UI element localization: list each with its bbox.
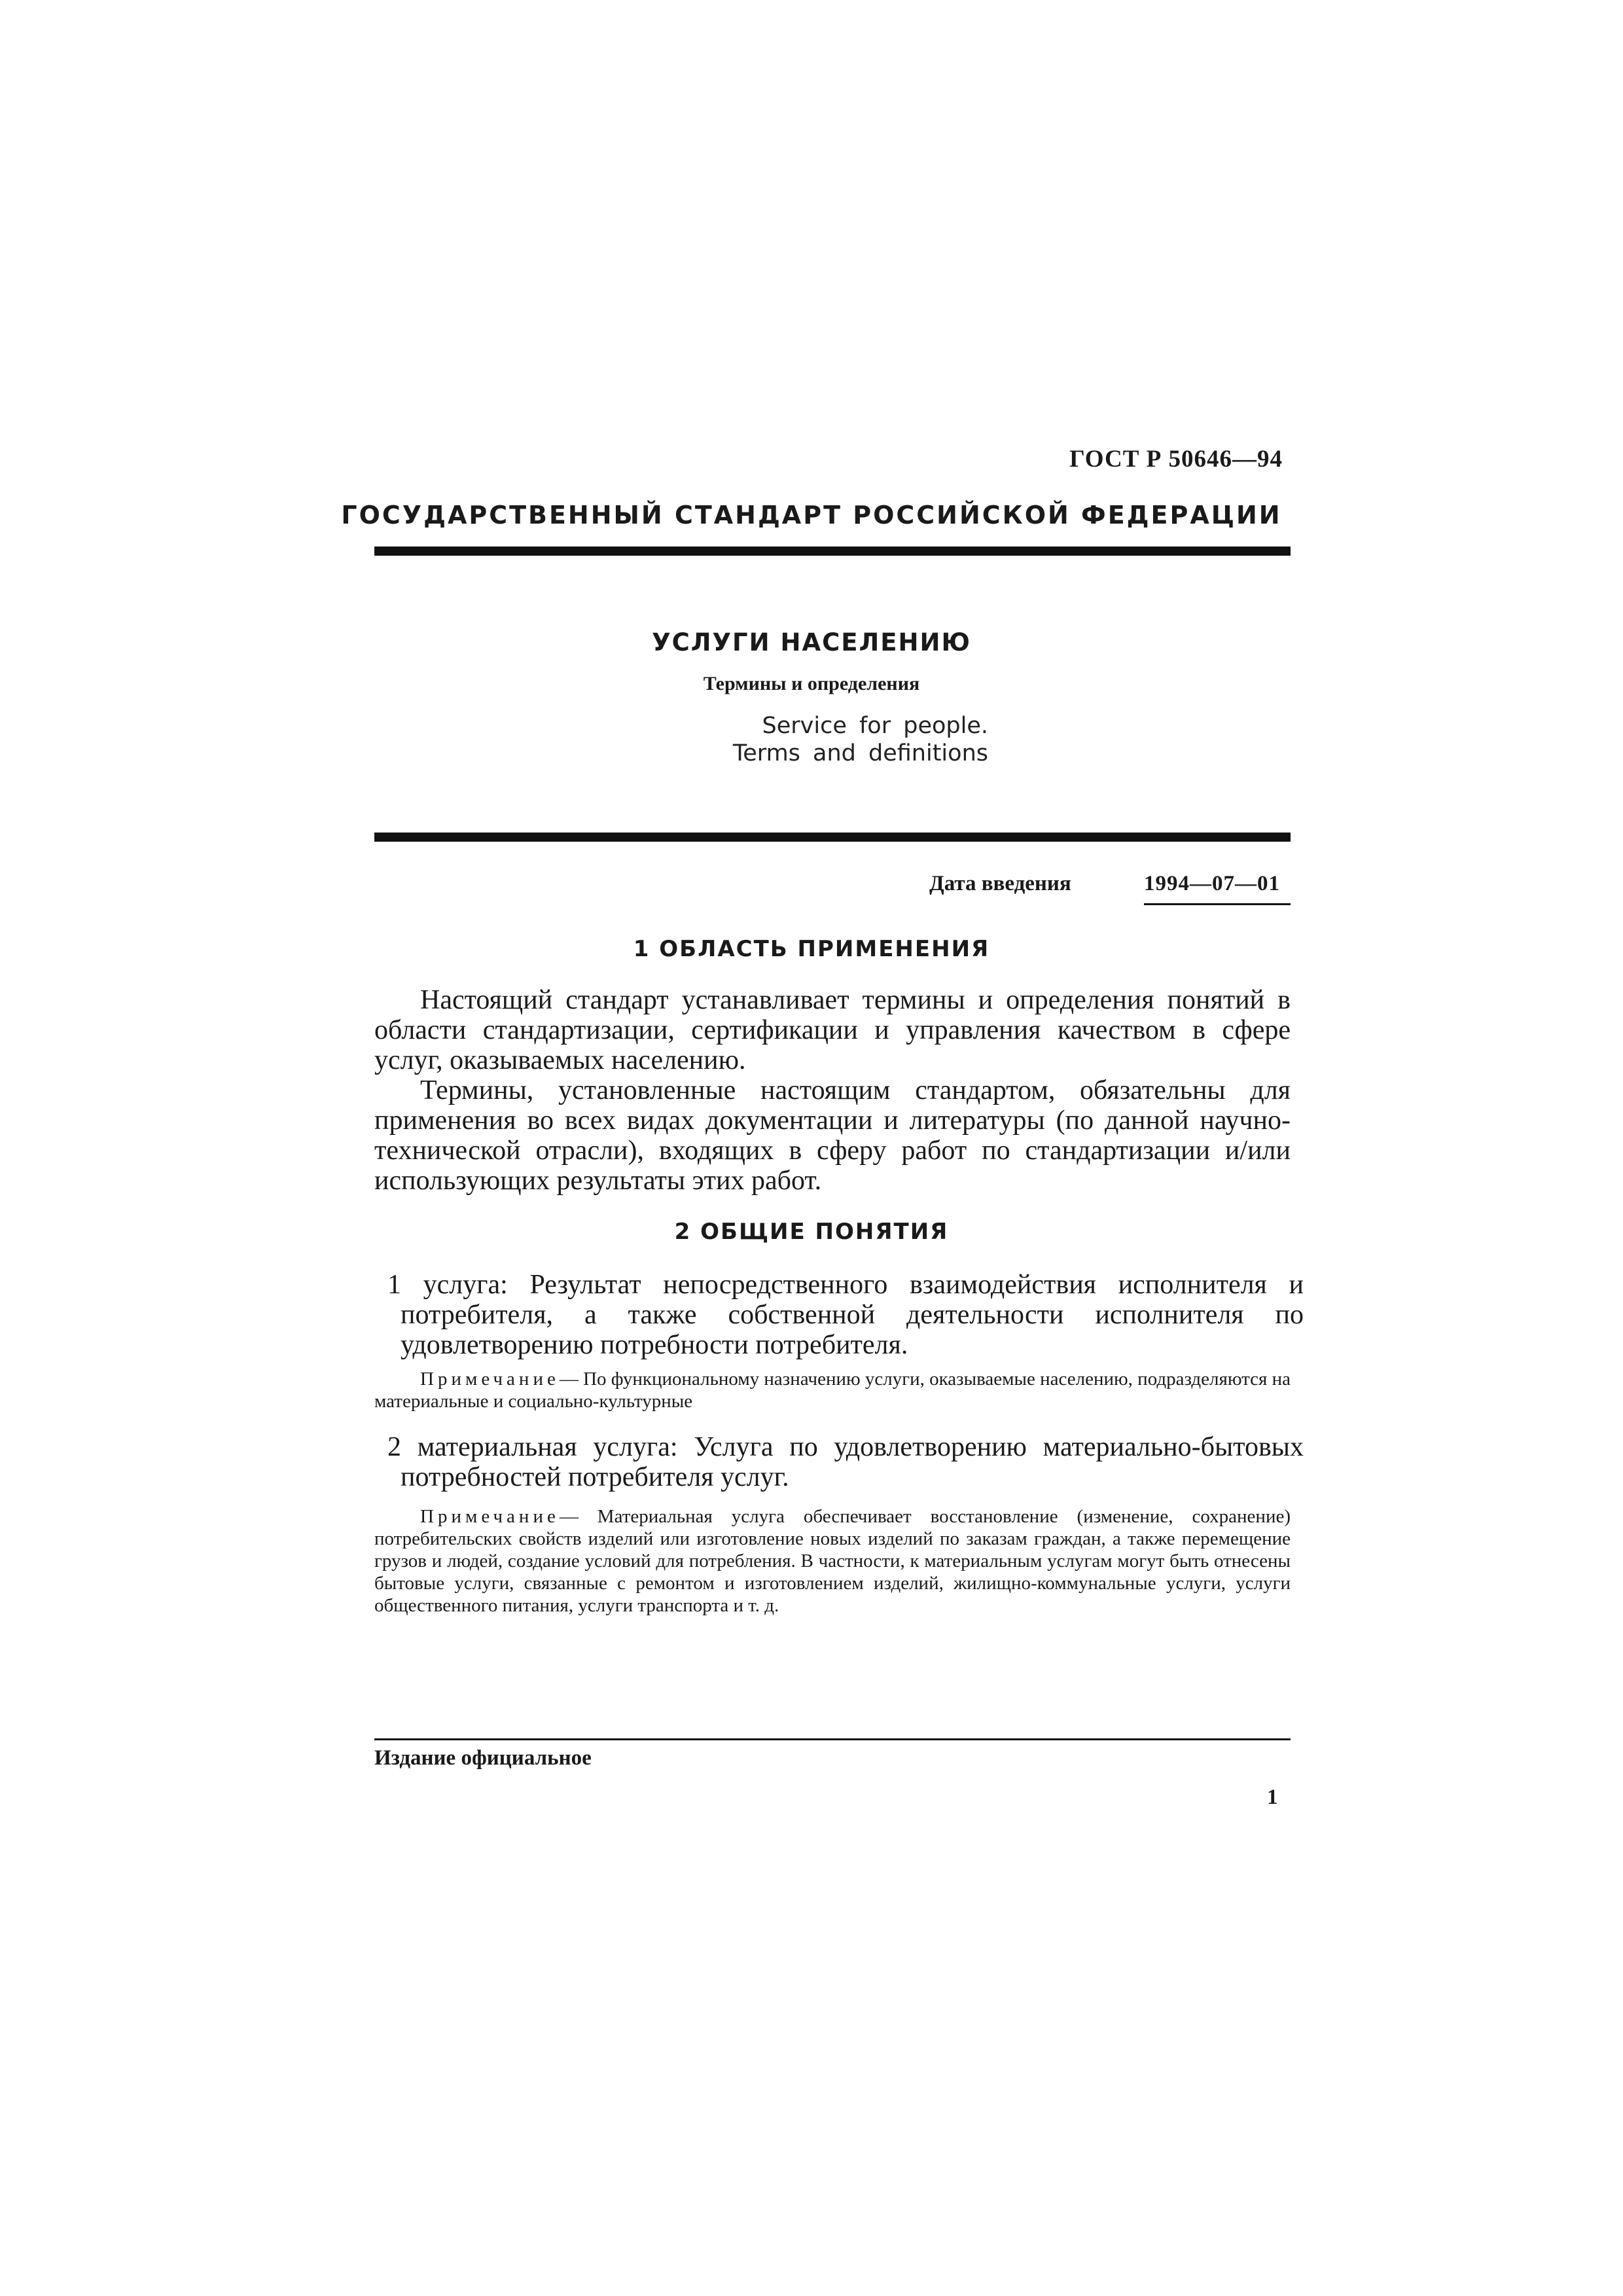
section1-paragraph2 [374,1075,1291,1196]
introduction-date: 1994—07—01 [1144,872,1280,895]
note-text: — Материальная услуга обеспечивает восстановление (изменение, сохранение) потребительских свойств изделий или изготовление новых изделий по заказам граждан, а также перемещение грузов и людей, создание условий для потребления. В частности, к материальным услугам могут быть отнесены бытовые услуги, связанные с ремонтом и изготовлением изделий, жилищно-коммунальные услуги, услуги общественного питания, услуги транспорта и т. д. [374,1506,1291,1616]
title-rule [374,833,1291,842]
page-number: 1 [1267,1785,1278,1809]
term-entry-2 [374,1432,1304,1492]
term-definition: Результат непосредственного взаимодействия исполнителя и потребителя, а также собственной деятельности исполнителя по удовлетворению потребности потребителя. [401,1270,1304,1360]
term-note-1 [374,1368,1291,1412]
term-name: услуга: [423,1270,508,1300]
term-entry-1 [374,1270,1304,1360]
term-name: материальная услуга: [417,1432,678,1462]
english-title-line1: Service for people. [762,713,988,739]
section1-paragraph1 [374,985,1291,1075]
english-title [726,712,988,767]
note-label: Примечание [420,1369,560,1390]
note-label: Примечание [420,1506,560,1527]
term-number: 1 [387,1270,401,1300]
introduction-label: Дата введения [929,872,1071,895]
document-title: УСЛУГИ НАСЕЛЕНИЮ [652,628,971,656]
date-underline [1144,903,1291,905]
header-rule [374,547,1291,556]
paragraph-text: Термины, установленные настоящим стандартом, обязательны для применения во всех видах документации и литературы (по данной научно-технической отрасли), входящих в сферу работ по стандартизации и/или использующих результаты этих работ. [374,1075,1291,1196]
edition-label: Издание официальное [374,1746,592,1770]
standard-header: ГОСУДАРСТВЕННЫЙ СТАНДАРТ РОССИЙСКОЙ ФЕДЕРАЦИИ [341,501,1282,529]
term-note-2 [374,1505,1291,1617]
english-title-line2: Terms and definitions [732,740,988,766]
section1-heading: 1 ОБЛАСТЬ ПРИМЕНЕНИЯ [633,936,990,962]
document-code: ГОСТ Р 50646—94 [1069,446,1283,473]
footer-rule [374,1738,1291,1740]
term-number: 2 [387,1432,401,1462]
note-text: — По функциональному назначению услуги, оказываемые населению, подразделяются на материальные и социально-культурные [374,1369,1291,1412]
section2-heading: 2 ОБЩИЕ ПОНЯТИЯ [674,1219,949,1245]
document-subtitle: Термины и определения [703,673,920,694]
term-definition: Услуга по удовлетворению материально-бытовых потребностей потребителя услуг. [401,1432,1304,1492]
paragraph-text: Настоящий стандарт устанавливает термины и определения понятий в области стандартизации, сертификации и управления качеством в сфере услуг, оказываемых населению. [374,985,1291,1075]
